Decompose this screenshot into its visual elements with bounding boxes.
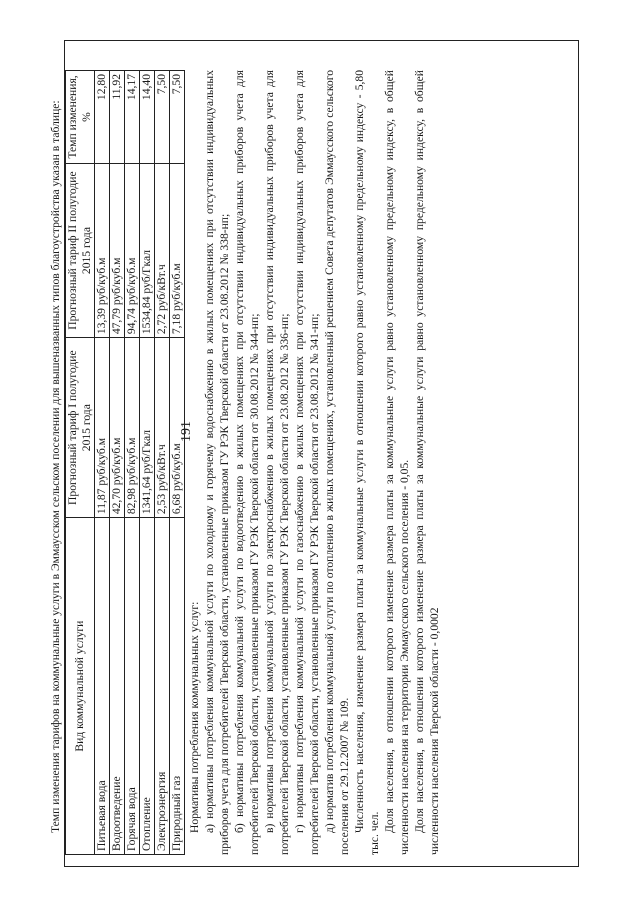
intro-paragraph: Темп изменения тарифов на коммунальные услуги в Эммаусском сельском поселении для вышеназванных типов благоустройства указан в таблице: xyxy=(49,100,62,833)
header-tariff-h2: Прогнозный тариф II полугодие 2015 года xyxy=(66,163,95,337)
norm-item-a: а) нормативы потребления коммунальной услуги по холодному и горячему водоснабжению в жилых помещениях при отсутствии индивидуальных приборов учета для потребителей Тверской области, установленные приказом ГУ РЭК Тверской области от 23.08.2012 № 338-нп; xyxy=(203,70,231,855)
cell-tariff-h2: 7,18 руб/куб.м xyxy=(170,163,185,337)
norm-item-e: д) норматив потребления коммунальной услуги по отоплению в жилых помещениях, установленный решением Совета депутатов Эммаусского сельского поселения от 29.12.2007 № 109. xyxy=(323,70,351,855)
cell-change-rate: 11,92 xyxy=(110,71,125,164)
cell-service: Электроэнергия xyxy=(155,518,170,855)
cell-change-rate: 12,80 xyxy=(95,71,110,164)
tariff-table xyxy=(65,70,185,855)
page-number: 191 xyxy=(179,421,194,442)
table-row xyxy=(140,71,155,855)
cell-tariff-h1: 1341,64 руб/Гкал xyxy=(140,338,155,518)
table-row xyxy=(95,71,110,855)
cell-tariff-h2: 13,39 руб/куб.м xyxy=(95,163,110,337)
norm-item-c: в) нормативы потребления коммунальной услуги по электроснабжению в жилых помещениях при отсутствии индивидуальных приборов учета для потребителей Тверской области, установленные приказом ГУ РЭК Тверской области от 23.08.2012 № 336-нп; xyxy=(263,70,291,855)
table-row xyxy=(110,71,125,855)
cell-tariff-h1: 11,87 руб/куб.м xyxy=(95,338,110,518)
cell-change-rate: 14,40 xyxy=(140,71,155,164)
cell-tariff-h2: 94,74 руб/куб.м xyxy=(125,163,140,337)
header-service: Вид коммунальной услуги xyxy=(66,518,95,855)
cell-tariff-h1: 82,98 руб/куб.м xyxy=(125,338,140,518)
header-change-rate: Темп изменения, % xyxy=(66,71,95,164)
share-region-paragraph: Доля населения, в отношении которого изменение размера платы за коммунальные услуги равно установленному предельному индексу, в общей численности населения Тверской области - 0,0002 xyxy=(413,70,441,855)
population-paragraph: Численность населения, изменение размера платы за коммунальные услуги в отношении которого равно установленному предельному индексу - 5,80 тыс. чел. xyxy=(353,70,381,855)
cell-service: Природный газ xyxy=(170,518,185,855)
cell-change-rate: 7,50 xyxy=(155,71,170,164)
cell-service: Горячая вода xyxy=(125,518,140,855)
norm-item-b: б) нормативы потребления коммунальной услуги по водоотведению в жилых помещениях при отсутствии индивидуальных приборов учета для потребителей Тверской области, установленные приказом ГУ РЭК Тверской области от 30.08.2012 № 344-нп; xyxy=(233,70,261,855)
share-settlement-paragraph: Доля населения, в отношении которого изменение размера платы за коммунальные услуги равно установленному предельному индексу, в общей численности населения на территории Эммаусского сельского поселения - 0,05. xyxy=(383,70,411,855)
rotated-content xyxy=(48,70,550,855)
cell-tariff-h2: 2,72 руб/кВт.ч xyxy=(155,163,170,337)
cell-tariff-h1: 2,53 руб/кВт.ч xyxy=(155,338,170,518)
cell-tariff-h2: 47,79 руб/куб.м xyxy=(110,163,125,337)
table-header-row xyxy=(66,71,95,855)
cell-service: Питьевая вода xyxy=(95,518,110,855)
cell-change-rate: 14,17 xyxy=(125,71,140,164)
cell-tariff-h1: 6,68 руб/куб.м xyxy=(170,338,185,518)
cell-service: Водоотведение xyxy=(110,518,125,855)
cell-change-rate: 7,50 xyxy=(170,71,185,164)
table-row xyxy=(155,71,170,855)
header-tariff-h1: Прогнозный тариф I полугодие 2015 года xyxy=(66,338,95,518)
norms-heading: Нормативы потребления коммунальных услуг: xyxy=(188,601,201,833)
cell-tariff-h2: 1534,84 руб/Гкал xyxy=(140,163,155,337)
table-row xyxy=(170,71,185,855)
cell-tariff-h1: 42,70 руб/куб.м xyxy=(110,338,125,518)
cell-service: Отопление xyxy=(140,518,155,855)
norm-item-d: г) нормативы потребления коммунальной услуги по газоснабжению в жилых помещениях при отсутствии индивидуальных приборов учета для потребителей Тверской области, установленные приказом ГУ РЭК Тверской области от 23.08.2012 № 341-нп; xyxy=(293,70,321,855)
table-row xyxy=(125,71,140,855)
